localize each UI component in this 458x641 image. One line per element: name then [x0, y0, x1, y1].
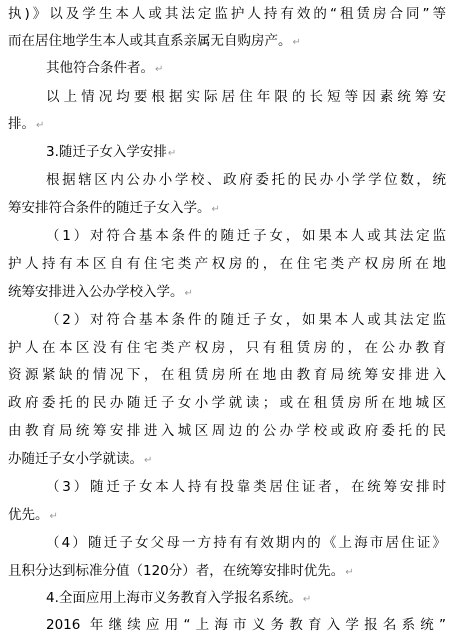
line-text: 2016 年继续应用“上海市义务教育入学报名系统” [46, 617, 446, 633]
line-text: 4.全面应用上海市义务教育入学报名系统。 [46, 590, 302, 606]
line-text: 根据辖区内公办小学校、政府委托的民办小学学位数，统 [46, 172, 446, 188]
text-line [8, 504, 446, 526]
line-text: 统筹安排进入公办学校入学。 [8, 284, 184, 300]
text-line [8, 560, 446, 582]
text-line [46, 614, 446, 636]
line-text: （3）随迁子女本人持有投靠类居住证者，在统筹安排时 [46, 479, 446, 495]
text-line [8, 281, 446, 303]
line-text: 资源紧缺的情况下，在租赁房所在地由教育局统筹安排进入 [8, 367, 446, 383]
paragraph-mark-icon: ↵ [155, 64, 164, 75]
paragraph-mark-icon: ↵ [144, 455, 153, 466]
text-line [8, 113, 446, 135]
section-heading [46, 141, 446, 163]
line-text: 执)》以及学生本人或其法定监护人持有效的“租赁房合同”等 [8, 6, 446, 22]
text-line [8, 30, 446, 52]
line-text: 由教育局统筹安排进入城区周边的公办学校或政府委托的民 [8, 423, 446, 439]
line-text: 其他符合条件者。 [46, 60, 154, 76]
text-line [8, 392, 446, 414]
text-line [8, 364, 446, 386]
text-line [46, 169, 446, 191]
paragraph-mark-icon: ↵ [49, 511, 58, 522]
line-text: （2）对符合基本条件的随迁子女，如果本人或其法定监 [46, 312, 446, 328]
line-text: 护人在本区没有住宅类产权房，只有租赁房的，在公办教育 [8, 340, 446, 356]
text-line [8, 3, 446, 25]
line-text: （4）随迁子女父母一方持有有效期内的《上海市居住证》 [46, 535, 446, 551]
text-line [8, 197, 446, 219]
text-line [46, 86, 446, 108]
line-text: 筹安排符合条件的随迁子女入学。 [8, 200, 211, 216]
line-text: 以上情况均要根据实际居住年限的长短等因素统筹安 [46, 89, 446, 105]
text-line [8, 448, 446, 470]
paragraph-mark-icon: ↵ [302, 594, 312, 605]
line-text: 3.随迁子女入学安排 [46, 144, 167, 160]
text-line [8, 337, 446, 359]
section-heading [46, 587, 446, 609]
text-line [46, 309, 446, 331]
line-text: 政府委托的民办随迁子女小学就读；或在租赁房所在地城区 [8, 395, 446, 411]
line-text: 而在居住地学生本人或其直系亲属无自购房产。 [8, 33, 292, 49]
text-line [46, 225, 446, 247]
line-text: 排。 [8, 116, 35, 132]
line-text: 办随迁子女小学就读。 [8, 451, 143, 467]
line-text: （1）对符合基本条件的随迁子女，如果本人或其法定监 [46, 228, 446, 244]
paragraph-mark-icon: ↵ [211, 204, 220, 215]
text-line [8, 420, 446, 442]
text-line [46, 57, 446, 79]
paragraph-mark-icon: ↵ [184, 288, 193, 299]
paragraph-mark-icon: ↵ [167, 148, 177, 159]
text-line [46, 532, 446, 554]
paragraph-mark-icon: ↵ [36, 120, 45, 131]
text-line [8, 253, 446, 275]
line-text: 且积分达到标准分值（120分）者，在统筹安排时优先。 [8, 563, 345, 579]
line-text: 护人持有本区自有住宅类产权房的，在住宅类产权房所在地 [8, 256, 446, 272]
paragraph-mark-icon: ↵ [292, 37, 301, 48]
text-line [46, 476, 446, 498]
line-text: 优先。 [8, 507, 49, 523]
paragraph-mark-icon: ↵ [345, 567, 354, 578]
